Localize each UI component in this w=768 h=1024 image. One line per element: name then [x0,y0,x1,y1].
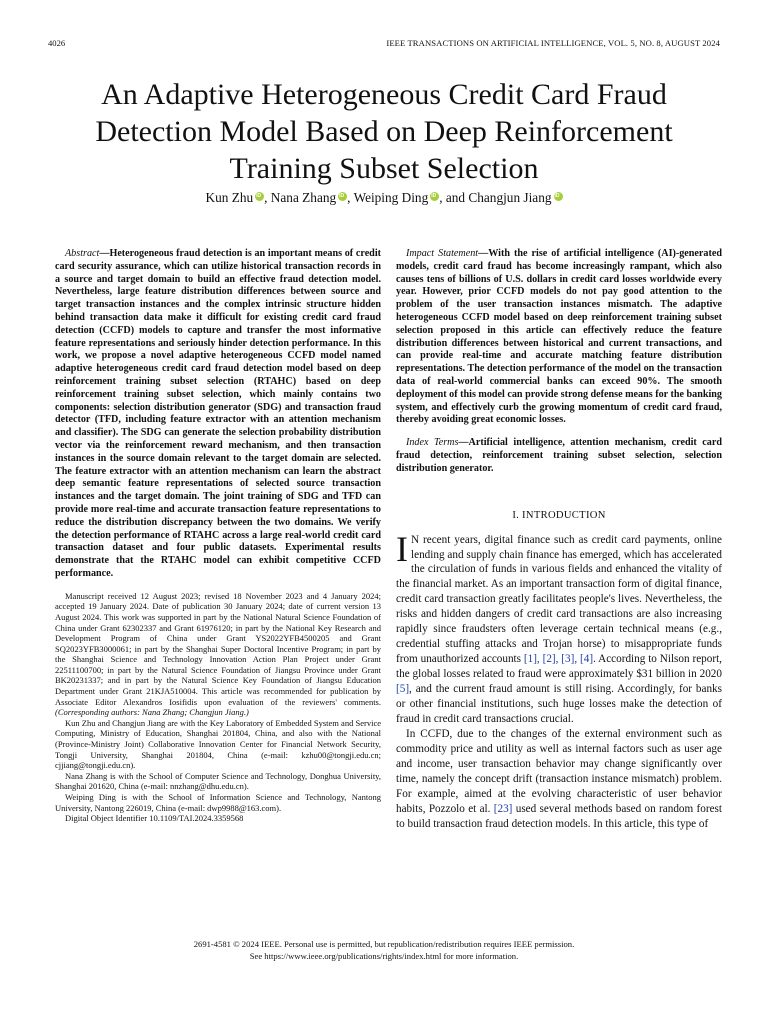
doi[interactable]: Digital Object Identifier 10.1109/TAI.2024.3359568 [65,813,244,824]
right-column [396,248,722,832]
copyright-line: 2691-4581 © 2024 IEEE. Personal use is permitted, but republication/redistribution requires IEEE permission. [193,939,575,949]
impact-label: Impact Statement [406,248,479,259]
affiliation-note: Kun Zhu and Changjun Jiang are with the Key Laboratory of Embedded System and Service Computing, Ministry of Education, Shanghai 201804, China, and also with the National (Province-Ministry Joint) Collaborative Innovation Center for Financial Network Security, Tongji University, Shanghai 201804, China (e-mail: kzhu00@tongji.edu.cn; cjjiang@tongji.edu.cn). [55,717,381,771]
intro-paragraph: In CCFD, due to the changes of the external environment such as commodity price and utility as well as internal factors such as user age and income, user transaction behavior may change significantly over time, namely the concept drift (transaction instance mismatch) problem. For example, aimed at the evolving characteristic of user behavior habits, Pozzolo et al. [23] used several methods based on random forest to build transaction fraud detection models. In this article, this type of [396,727,722,830]
affiliation-note: Nana Zhang is with the School of Computer Science and Technology, Donghua University, Shanghai 201620, China (e-mail: nnzhang@dhu.edu.cn). [55,770,381,792]
citation-link[interactable]: [5] [396,683,410,696]
intro-paragraph: I N recent years, digital finance such as credit card payments, online lending and supply chain finance has emerged, which has accelerated the circulation of funds in various fields and enhanced the vitality of the financial market. As an important transaction form of digital finance, credit card transaction greatly facilitates people's lives. Nevertheless, the risks and hidden dangers of credit card transactions are also increasing rapidly since fraudsters often leverage certain technical means (e.g., credential stuffing attacks and Trojan horse) to misappropriate funds from unauthorized accounts [1], [2], [3], [4]. According to Nilson report, the global losses related to fraud were approximately $31 billion in 2020 [5], and the current fraud amount is still rising. Accordingly, for banks or other financial institutions, such huge losses make the detection of fraud in credit card transactions crucial. [396,528,722,725]
orcid-icon[interactable] [554,192,563,201]
page-number: 4026 [48,38,66,48]
affiliation-note: Weiping Ding is with the School of Information Science and Technology, Nantong University, Nantong 226019, China (e-mail: dwp9988@163.com). [55,792,381,813]
footnotes [55,591,381,824]
abstract-text: —Heterogeneous fraud detection is an important means of credit card security assurance, which can utilize historical transaction records in a source and target domain to build an effective fraud detection model. Nevertheless, large feature distribution differences between source and target transaction instances and the complex intrinsic structure hidden behind transaction data make it difficult for existing credit card fraud detection (CCFD) models to capture and transfer the most informative feature representations and seriously hinder detection performance. In this work, we propose a novel adaptive heterogeneous CCFD model named adaptive heterogeneous credit card fraud detection model based on deep reinforcement training subset selection (RTAHC) based on deep reinforcement training subset selection, which mainly contains two components: selection distribution generator (SDG) and transaction fraud detector (TFD, including feature extractor with an attention mechanism and classifier). The SDG can generate the selection probability distribution vector via the reinforcement reward mechanism, and then transaction instances in the source domain relevant to the target domain are selected. The feature extractor with an attention mechanism can learn the abstract deep semantic feature representations of selected source transaction instances and the target domain. The joint training of SDG and TFD can provide more real-time and accurate transaction feature representations to reduce the distribution discrepancy between the two domains. We verify the detection performance of RTAHC across a large real-world credit card transaction dataset and four public datasets. Experimental results demonstrate that the RTAHC model can exhibit competitive CCFD performance. [55,248,381,579]
orcid-icon[interactable] [430,192,439,201]
author-list: Kun ZhuiD , Nana ZhangiD , Weiping DingiD , and Changjun JiangiD [40,190,728,206]
drop-cap: I [396,528,408,569]
orcid-icon[interactable] [338,192,347,201]
section-heading: I. INTRODUCTION [512,509,606,521]
impact-text: —With the rise of artificial intelligence (AI)-generated models, credit card fraud has become increasingly rampant, which also causes tens of billions of U.S. dollars in credit card losses worldwide every year. However, prior CCFD models do not pay good attention to the problem of the user transaction instances mismatch. The adaptive heterogeneous CCFD model based on deep reinforcement training subset selection proposed in this article can effectively reduce the feature distribution differences between historical and current transactions, and can provide real-time and accurate matching feature distribution representations. The detection performance of the model on the transaction data of real-world commercial banks can exceed 90%. The smooth deployment of this model can provide strong defense means for the banking system, and effectively curb the growing momentum of credit card fraud, thereby avoiding great economic losses. [396,248,722,426]
author-name: Weiping Ding [353,190,429,205]
orcid-icon[interactable] [255,192,264,201]
index-terms [396,437,722,475]
abstract-label: Abstract [65,248,100,259]
manuscript-note: Manuscript received 12 August 2023; revised 18 November 2023 and 4 January 2024; accepted 19 January 2024. Date of publication 30 January 2024; date of current version 13 August 2024. This work was supported in part by the National Natural Science Foundation of China under Grant 62302337 and Grant 61976120; in part by the National Key Research and Development Program of China under Grant YS2022YFB4500205 and Grant SQ2023YFB3000061; in part by the Shanghai Super Doctoral Incentive Program; in part by the Shanghai Science and Technology Innovation Action Plan Project under Grant 22511100700; in part by the Natural Science Foundation of Jiangsu Province under Grant BK20231337; and in part by the Natural Science Key Foundation of Jiangsu Education Department under Grant 21KJA510004. This article was recommended for publication by Associate Editor Alexandros Iosifidis upon evaluation of the reviewers' comments. (Corresponding authors: Nana Zhang; Changjun Jiang.) [55,590,381,718]
citation-link[interactable]: [23] [493,802,513,815]
corresponding-authors: (Corresponding authors: Nana Zhang; Changjun Jiang.) [55,707,249,718]
title-line: Detection Model Based on Deep Reinforcement [95,115,673,148]
title-line: Training Subset Selection [229,152,539,185]
abstract [55,248,381,581]
paper-title [40,76,728,187]
author-name: Kun Zhu [205,190,254,205]
author-name: Changjun Jiang [468,190,552,205]
rights-link-line[interactable]: See https://www.ieee.org/publications/rights/index.html for more information. [249,950,519,961]
title-line: An Adaptive Heterogeneous Credit Card Fraud [101,78,667,111]
index-terms-text: —Artificial intelligence, attention mechanism, credit card fraud detection, reinforcement training subset selection, selection distribution generator. [396,437,722,474]
copyright-footer [40,939,728,962]
left-column [55,248,381,824]
author-name: Nana Zhang [270,190,337,205]
index-terms-label: Index Terms [406,437,459,449]
citation-link[interactable]: [1], [2], [3], [4] [523,653,594,666]
impact-statement [396,248,722,427]
running-header: IEEE TRANSACTIONS ON ARTIFICIAL INTELLIGENCE, VOL. 5, NO. 8, AUGUST 2024 [386,38,720,48]
